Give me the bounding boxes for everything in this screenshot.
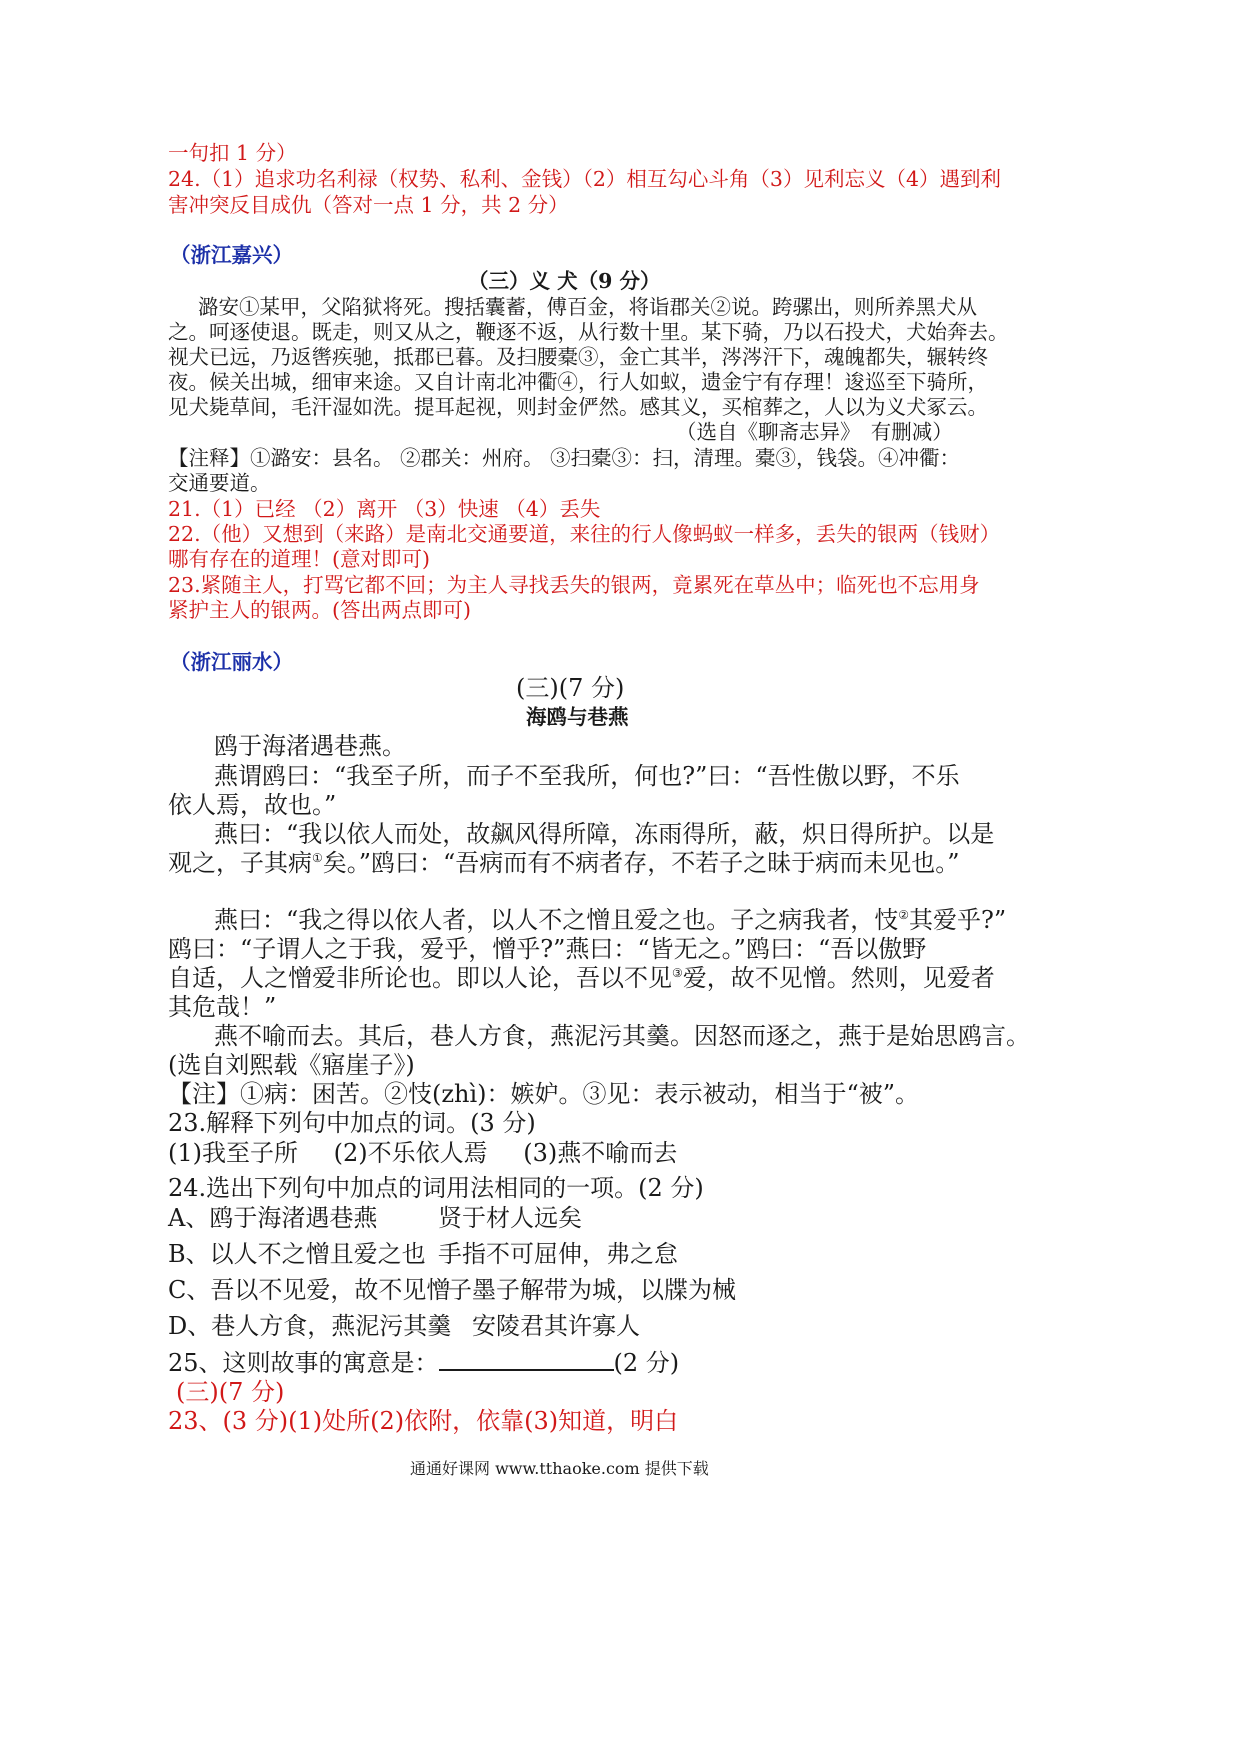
question-25-score: (2 分) [613,1349,680,1377]
footnote-marker: ② [898,908,910,922]
passage-line: 燕曰：“我以依人而处，故飙风得所障，冻雨得所，蔽，炽日得所护。以是 [214,820,995,848]
answer-23: 23.紧随主人，打骂它都不回；为主人寻找丢失的银两，竟累死在草丛中；临死也不忘用身 [168,573,980,597]
passage-line: 其危哉！” [168,993,277,1021]
annotation-notes: 【注】①病：困苦。②忮(zhì)：嫉妒。③见：表示被动，相当于“被”。 [168,1080,920,1108]
annotation-notes-cont: 交通要道。 [168,471,271,495]
section-heading: (三)(7 分) [516,674,625,702]
passage-title-yiquan: （三）义 犬（9 分） [468,269,661,293]
passage-line [168,843,960,878]
passage-line: 之。呵逐使退。既走，则又从之，鞭逐不返，从行数十里。某下骑，乃以石投犬，犬始奔去。 [168,320,1009,344]
region-heading-lishui: （浙江丽水） [170,650,293,674]
option-a-right: 贤于材人远矣 [438,1204,582,1232]
passage-line: 鸥于海渚遇巷燕。 [214,732,406,760]
passage-line: 燕不喻而去。其后，巷人方食，燕泥污其羹。因怒而逐之，燕于是始思鸥言。 [214,1022,1030,1050]
passage-line [168,958,995,993]
passage-text: 爱，故不见憎。然则，见爱者 [682,964,995,992]
option-a-left: A、鸥于海渚遇巷燕 [168,1204,378,1232]
passage-text: 自适，人之憎爱非所论也。即以人论，吾以不见 [168,964,672,992]
annotation-notes: 【注释】①潞安：县名。 ②郡关：州府。 ③扫橐③：扫，清理。橐③，钱袋。④冲衢： [168,446,961,470]
footnote-marker: ① [312,851,323,865]
answer-section-heading: (三)(7 分) [176,1378,285,1406]
passage-source: （选自《聊斋志异》 有删减） [676,420,953,444]
passage-text: 燕曰：“我之得以依人者，以人不之憎且爱之也。子之病我者，忮 [214,906,899,934]
page-footer: 通通好课网 www.tthaoke.com 提供下载 [410,1459,709,1478]
passage-line: 潞安①某甲，父陷狱将死。搜括囊蓄，傅百金，将诣郡关②说。跨骡出，则所养黑犬从 [198,295,977,319]
passage-text: 矣。”鸥曰：“吾病而有不病者存，不若子之昧于病而未见也。” [322,849,960,877]
footnote-marker: ③ [672,966,683,980]
passage-line: 鸥曰：“子谓人之于我，爱乎，憎乎?”燕曰：“皆无之。”鸥曰：“吾以傲野 [168,935,927,963]
answer-21: 21.（1）已经 （2）离开 （3）快速 （4）丢失 [168,497,601,521]
answer-22: 22.（他）又想到（来路）是南北交通要道，来往的行人像蚂蚁一样多，丢失的银两（钱财） [168,522,1001,546]
passage-text: 其爱乎?” [909,906,1007,934]
option-d-right: 安陵君其许寡人 [472,1312,640,1340]
answer-fragment: 一句扣 1 分） [168,141,297,165]
answer-24: 24.（1）追求功名利禄（权势、私利、金钱）（2）相互勾心斗角（3）见利忘义（4）遇到利 [168,167,1002,191]
option-b-right: 手指不可屈伸，弗之怠 [438,1240,678,1268]
option-c-left: C、吾以不见爱，故不见憎 [168,1276,451,1304]
passage-line: 夜。候关出城，细审来途。又自计南北冲衢④，行人如蚁，遗金宁有存理！逡巡至下骑所， [168,370,988,394]
option-c-right: 子墨子解带为城，以牒为械 [448,1276,736,1304]
option-d-left: D、巷人方食，燕泥污其羹 [168,1312,452,1340]
question-23: 23.解释下列句中加点的词。(3 分) [168,1109,536,1137]
passage-source: (选自刘熙载《寤崖子》) [168,1051,415,1079]
region-heading-jiaxing: （浙江嘉兴） [170,243,293,267]
passage-title-haiou: 海鸥与巷燕 [526,705,629,729]
passage-line: 见犬毙草间，毛汗湿如洗。提耳起视，则封金俨然。感其义，买棺葬之，人以为义犬冢云。 [168,395,988,419]
passage-line: 视犬已远，乃返辔疾驰，抵郡已暮。及扫腰橐③，金亡其半，涔涔汗下，魂魄都失，辗转终 [168,345,988,369]
passage-text: 观之，子其病 [168,849,312,877]
passage-line: 燕谓鸥曰：“我至子所，而子不至我所，何也?”曰：“吾性傲以野，不乐 [214,762,960,790]
option-b-left: B、以人不之憎且爱之也 [168,1240,426,1268]
answer-23: 23、(3 分)(1)处所(2)依附，依靠(3)知道，明白 [168,1407,679,1435]
answer-blank [439,1345,614,1371]
question-25-text: 25、这则故事的寓意是： [168,1349,439,1377]
answer-22-cont: 哪有存在的道理！(意对即可) [168,547,430,571]
answer-24-cont: 害冲突反目成仇（答对一点 1 分，共 2 分） [168,193,569,217]
question-23-items: (1)我至子所 (2)不乐依人焉 (3)燕不喻而去 [168,1139,678,1167]
question-24: 24.选出下列句中加点的词用法相同的一项。(2 分) [168,1174,704,1202]
answer-23-cont: 紧护主人的银两。(答出两点即可) [168,598,471,622]
passage-line: 依人焉，故也。” [168,791,337,819]
